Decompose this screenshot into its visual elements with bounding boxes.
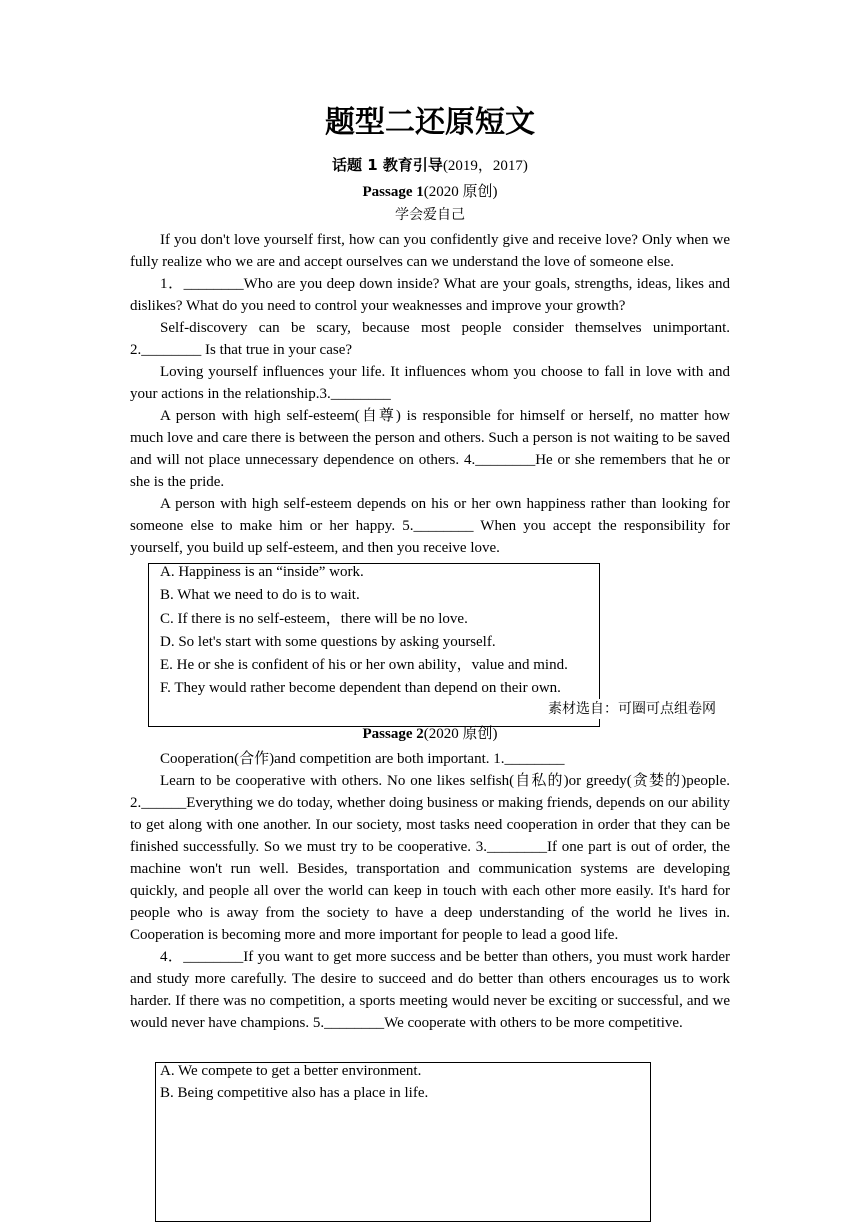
option-item: F. They would rather become dependent than depend on their own. [160, 680, 561, 697]
passage1-subtitle: 学会爱自己 [395, 207, 465, 223]
option-item: A. We compete to get a better environment. [160, 1063, 422, 1079]
passage2-origin: (2020 原创) [423, 726, 498, 742]
option-item: E. He or she is confident of his or her own ability，value and mind. [160, 657, 568, 674]
option-item: B. Being competitive also has a place in life. [160, 1085, 429, 1101]
topic-label: 话题 1 教育引导 [332, 156, 443, 174]
passage1-paragraph: Self-discovery can be scary, because most people consider themselves unimportant. 2.________ Is that true in your case? [130, 320, 730, 358]
passage1-paragraph: Loving yourself influences your life. It influences whom you choose to fall in love with and your actions in the relationship.3.________ [130, 364, 730, 402]
passage1-label: Passage 1 [362, 184, 424, 200]
passage1-paragraph: A person with high self-esteem(自尊) is responsible for himself or herself, no matter how much love and care there is between the person and others. Such a person is not waiting to be saved and will not place unnecessary dependence on others. 4.________He or she remembers that he or she is the pride. [130, 408, 730, 490]
passage1-body [130, 229, 730, 559]
page-title: 题型二还原短文 [325, 105, 535, 140]
passage2-options [160, 1060, 428, 1104]
passage2-body [130, 748, 730, 1034]
topic-heading [0, 154, 860, 177]
passage1-options [160, 561, 568, 701]
passage2-paragraph: Learn to be cooperative with others. No one likes selfish(自私的)or greedy(贪婪的)people. 2.______Everything we do today, whether doing business or making friends, depends on our ability to get along with one another. In our society, most tasks need cooperation in order that they can be finished successfully. So we must try to be cooperative. 3.________If one part is out of order, the machine won't run well. Besides, transportation and communication systems are developing quickly, and people all over the world can keep in touch with each other more easily. It's hard for people who is away from the society to have a deep understanding of the world he lives in. Cooperation is becoming more and more important for people to lead a good life. [130, 773, 730, 943]
passage2-paragraph: Cooperation(合作)and competition are both important. 1.________ [160, 751, 565, 767]
option-item: B. What we need to do is to wait. [160, 587, 360, 604]
passage2-heading [0, 723, 860, 745]
passage1-paragraph: A person with high self-esteem depends on his or her own happiness rather than looking for someone else to make him or her happy. 5.________ When you accept the responsibility for yourself, you build up self-esteem, and then you receive love. [130, 496, 730, 556]
option-item: C. If there is no self-esteem，there will be no love. [160, 610, 468, 627]
passage2-label: Passage 2 [362, 726, 424, 742]
passage1-paragraph: 1．________Who are you deep down inside? What are your goals, strengths, ideas, likes and dislikes? What do you need to control your weaknesses and improve your growth? [130, 276, 730, 314]
source-note: 素材选自：可圈可点组卷网 [548, 701, 716, 717]
passage1-heading [0, 181, 860, 203]
option-item: A. Happiness is an “inside” work. [160, 564, 364, 580]
passage1-paragraph: If you don't love yourself first, how can you confidently give and receive love? Only when we fully realize who we are and accept ourselves can we understand the love of someone else. [130, 232, 730, 270]
option-item: D. So let's start with some questions by asking yourself. [160, 633, 496, 650]
topic-years: (2019，2017) [442, 158, 528, 174]
passage1-origin: (2020 原创) [423, 184, 498, 200]
passage2-paragraph: 4．________If you want to get more success and be better than others, you must work harder and study more carefully. The desire to succeed and do better than others encourages us to work harder. If there was no competition, a sports meeting would never be exciting or successful, and we would never have champions. 5.________We cooperate with others to be more competitive. [130, 949, 730, 1031]
